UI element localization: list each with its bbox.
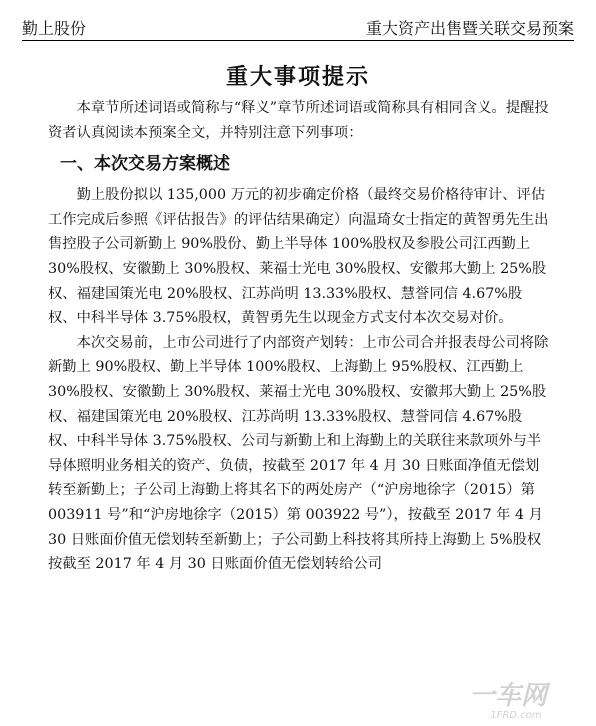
header-company: 勤上股份 [22, 19, 87, 38]
page-title: 重大事项提示 [225, 64, 370, 90]
page-header [22, 10, 574, 41]
section-heading: 一、本次交易方案概述 [60, 154, 230, 175]
paragraph-2: 本次交易前，上市公司进行了内部资产划转：上市公司合并报表母公司将除新勤上 90%股权、勤上半导体 100%股权、上海勤上 95%股权、江西勤上 30%股权、安徽勤上 30%股权、莱福士光电 30%股权、安徽邦大勤上 25%股权、福建国策光电 20%股权、江苏尚明 13.33%股权、慧誉同信 4.67%股权、中科半导体 3.75%股权、公司与新勤上和上海勤上的关联往来款项外与半导体照明业务相关的资产、负债，按截至 2017 年 4 月 30 日账面净值无偿划转至新勤上；子公司上海勤上将其名下的两处房产（“沪房地徐字（2015）第 003911 号”和“沪房地徐字（2015）第 003922 号”），按截至 2017 年 4 月 30 日账面价值无偿划转至新勤上；子公司勤上科技将其所持上海勤上 5%股权按截至 2017 年 4 月 30 日账面价值无偿划转给公司 [48, 334, 549, 573]
svg-text:一车网: 一车网 [468, 681, 548, 711]
svg-text:1FRD.com: 1FRD.com [490, 710, 542, 720]
watermark-logo [438, 678, 578, 720]
header-doc-title: 重大资产出售暨关联交易预案 [365, 19, 574, 38]
document-body [48, 96, 550, 577]
paragraph-1: 勤上股份拟以 135,000 万元的初步确定价格（最终交易价格待审计、评估工作完成后参照《评估报告》的评估结果确定）向温琦女士指定的黄智勇先生出售控股子公司新勤上 90%股份、勤上半导体 100%股权及参股公司江西勤上 30%股权、安徽勤上 30%股权、莱福士光电 30%股权、安徽邦大勤上 25%股权、福建国策光电 20%股权、江苏尚明 13.33%股权、慧誉同信 4.67%股权、中科半导体 3.75%股权，黄智勇先生以现金方式支付本次交易对价。 [48, 187, 549, 327]
intro-paragraph: 本章节所述词语或简称与“释义”章节所述词语或简称具有相同含义。提醒投资者认真阅读本预案全文，并特别注意下列事项： [48, 100, 549, 141]
